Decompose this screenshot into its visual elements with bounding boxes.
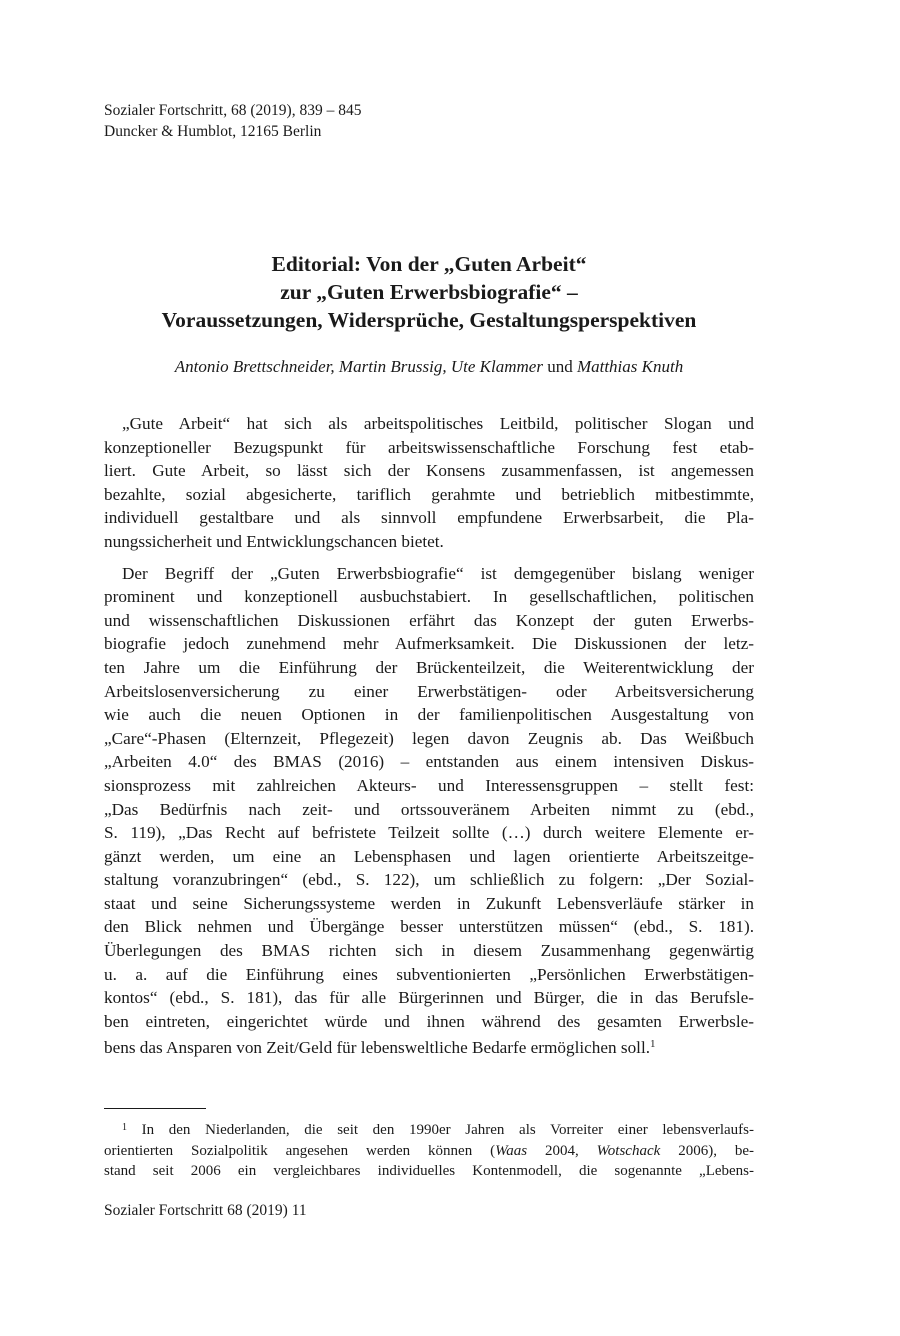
text-line: biografie jedoch zunehmend mehr Aufmerksamkeit. Die Diskussionen der letz-	[104, 634, 754, 654]
footnote-separator	[104, 1108, 206, 1109]
text-line: liert. Gute Arbeit, so lässt sich der Konsens zusammenfassen, ist angemessen	[104, 461, 754, 481]
text-line: S. 119), „Das Recht auf befristete Teilzeit sollte (…) durch weitere Elemente er-	[104, 823, 754, 843]
text-line: konzeptioneller Bezugspunkt für arbeitswissenschaftliche Forschung fest etab-	[104, 437, 754, 457]
text-line: Überlegungen des BMAS richten sich in diesem Zusammenhang gegenwärtig	[104, 941, 754, 961]
text-line: Arbeitslosenversicherung zu einer Erwerbstätigen- oder Arbeitsversicherung	[104, 681, 754, 701]
journal-citation: Sozialer Fortschritt, 68 (2019), 839 – 845	[104, 102, 362, 119]
footnote-1	[104, 1118, 754, 1182]
title-line-3: Voraussetzungen, Widersprüche, Gestaltungsperspektiven	[161, 308, 697, 332]
footnote-text: In den Niederlanden, die seit den 1990er Jahren als Vorreiter einer lebensverlaufs-	[141, 1122, 754, 1138]
author-list	[104, 356, 754, 378]
text-line: individuell gestaltbare und als sinnvoll empfundene Erwerbsarbeit, die Pla-	[104, 508, 754, 528]
authors-part-2: Matthias Knuth	[576, 357, 684, 376]
footnote-number: 1	[122, 1122, 127, 1133]
text-line: bens das Ansparen von Zeit/Geld für lebensweltliche Bedarfe ermöglichen soll.$^1$	[104, 1038, 656, 1058]
paragraph-2	[104, 562, 754, 1060]
text-line: staltung voranzubringen“ (ebd., S. 122), um schließlich zu folgern: „Der Sozial-	[104, 870, 754, 890]
text-line: Der Begriff der „Guten Erwerbsbiografie“ ist demgegenüber bislang weniger	[122, 563, 754, 583]
text-line: sionsprozess mit zahlreichen Akteurs- und Interessensgruppen – stellt fest:	[104, 775, 754, 795]
title-line-2: zur „Guten Erwerbsbiografie“ –	[280, 280, 578, 304]
text-line: gänzt werden, um eine an Lebensphasen und lagen orientierte Arbeitszeitge-	[104, 846, 754, 866]
text-line: „Das Bedürfnis nach zeit- und ortssouveränem Arbeiten nimmt zu (ebd.,	[104, 799, 754, 819]
page-footer: Sozialer Fortschritt 68 (2019) 11	[104, 1202, 307, 1219]
footnote-text: 2006), be-	[660, 1142, 755, 1159]
authors-part-1: Antonio Brettschneider, Martin Brussig, Ute Klammer	[174, 357, 543, 376]
text-line: nungssicherheit und Entwicklungschancen bietet.	[104, 531, 444, 551]
footnote-line	[104, 1141, 754, 1162]
citation-author: Wotschack	[596, 1142, 661, 1159]
paragraph-1	[104, 412, 754, 554]
footnote-text: orientierten Sozialpolitik angesehen werden können (	[104, 1142, 496, 1159]
article-title	[104, 250, 754, 334]
article-body	[104, 412, 754, 1068]
text-line: und wissenschaftlichen Diskussionen erfährt das Konzept der guten Erwerbs-	[104, 610, 754, 630]
text-line: bezahlte, sozial abgesicherte, tariflich gerahmte und betrieblich mitbestimmte,	[104, 484, 754, 504]
text-line: wie auch die neuen Optionen in der familienpolitischen Ausgestaltung von	[104, 705, 754, 725]
footnote-line	[104, 1118, 754, 1141]
publisher-line: Duncker & Humblot, 12165 Berlin	[104, 123, 322, 140]
text-line: „Arbeiten 4.0“ des BMAS (2016) – entstanden aus einem intensiven Diskus-	[104, 752, 754, 772]
footnote-line: stand seit 2006 ein vergleichbares individuelles Kontenmodell, die sogenannte „Lebens-	[104, 1163, 754, 1179]
title-line-1: Editorial: Von der „Guten Arbeit“	[271, 252, 587, 276]
authors-connector: und	[542, 357, 577, 376]
text-line: „Gute Arbeit“ hat sich als arbeitspolitisches Leitbild, politischer Slogan und	[122, 414, 754, 433]
text-line: ten Jahre um die Einführung der Brückenteilzeit, die Weiterentwicklung der	[104, 657, 754, 677]
footnote-reference[interactable]: 1	[650, 1038, 656, 1051]
running-header	[104, 100, 361, 142]
footnote-text: 2004,	[527, 1142, 597, 1159]
text-line: ben eintreten, eingerichtet würde und ihnen während des gesamten Erwerbsle-	[104, 1011, 754, 1031]
text-line: staat und seine Sicherungssysteme werden in Zukunft Lebensverläufe stärker in	[104, 893, 754, 913]
text-line: u. a. auf die Einführung eines subventionierten „Persönlichen Erwerbstätigen-	[104, 964, 754, 984]
text-line: „Care“-Phasen (Elternzeit, Pflegezeit) legen davon Zeugnis ab. Das Weißbuch	[104, 728, 754, 748]
text-line: den Blick nehmen und Übergänge besser unterstützen müssen“ (ebd., S. 181).	[104, 917, 754, 937]
citation-author: Waas	[495, 1142, 528, 1159]
text-line: kontos“ (ebd., S. 181), das für alle Bürgerinnen und Bürger, die in das Berufsle-	[104, 988, 754, 1008]
text-line: prominent und konzeptionell ausbuchstabiert. In gesellschaftlichen, politischen	[104, 587, 754, 607]
